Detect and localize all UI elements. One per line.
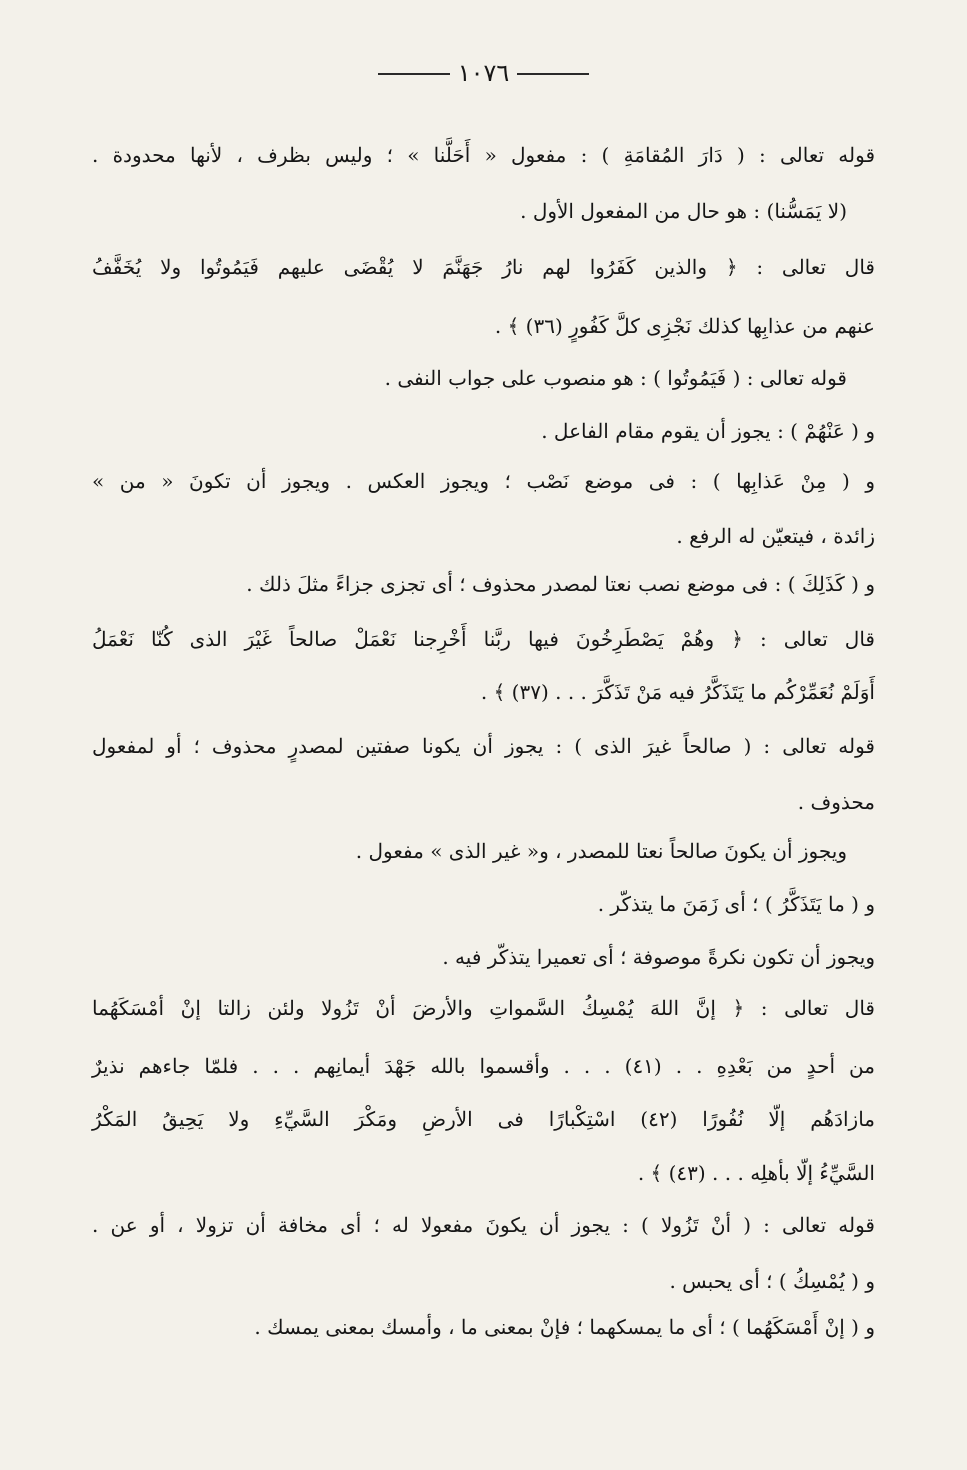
text-line: محذوف . xyxy=(797,790,875,814)
text-line: قوله تعالى : ( فَيَمُوتُوا ) : هو منصوب على جواب النفى . xyxy=(384,366,847,390)
text-line: و ( ما يَتَذَكَّرُ ) ؛ أى زَمَنَ ما يتذكّر . xyxy=(597,892,875,916)
text-line: ويجوز أن تكون نكرةً موصوفة ؛ أى تعميرا يتذكّر فيه . xyxy=(442,945,875,969)
text-line: مازادَهُم إلّا نُفُورًا (٤٢) اسْتِكْبارًا فى الأرضِ ومَكْرَ السَّيِّءِ ولا يَحِيقُ المَكْرُ xyxy=(92,1107,876,1131)
text-line: و ( مِنْ عَذابِها ) : فى موضع نَصْب ؛ ويجوز العكس . ويجوز أن تكونَ « من » xyxy=(92,469,875,493)
text-line: و ( يُمْسِكُ ) ؛ أى يحبس . xyxy=(669,1269,875,1293)
text-line: قال تعالى : ﴿ وهُمْ يَصْطَرِخُونَ فيها ربَّنا أَخْرِجنا نَعْمَلْ صالحاً غَيْرَ الذى كُنّا نَعْمَلُ xyxy=(92,627,875,651)
text-line: قوله تعالى : ( صالحاً غيرَ الذى ) : يجوز أن يكونا صفتين لمصدرٍ محذوف ؛ أو لمفعول xyxy=(92,734,875,758)
text-line: و ( إنْ أَمْسَكَهُما ) ؛ أى ما يمسكهما ؛ فإنْ بمعنى ما ، وأمسك بمعنى يمسك . xyxy=(254,1315,875,1339)
text-line: زائدة ، فيتعيّن له الرفع . xyxy=(676,524,875,548)
text-line: أَوَلَمْ نُعَمِّرْكُم ما يَتَذَكَّرُ فيه مَنْ تَذَكَّرَ . . . (٣٧) ﴾ . xyxy=(480,680,875,704)
text-line: (لا يَمَسُّنا) : هو حال من المفعول الأول . xyxy=(520,199,847,223)
text-line: السَّيِّءُ إلّا بأهلِه . . . (٤٣) ﴾ . xyxy=(637,1161,875,1185)
text-line: عنهم من عذابِها كذلك نَجْزِى كلَّ كَفُورٍ (٣٦) ﴾ . xyxy=(494,314,875,338)
text-line: قال تعالى : ﴿ والذين كَفَرُوا لهم نارُ جَهَنَّمَ لا يُقْضَى عليهم فَيَمُوتُوا ولا يُخَفَّفُ xyxy=(92,255,875,279)
text-line: من أحدٍ من بَعْدِهِ . . (٤١) . . . وأقسموا بالله جَهْدَ أيمانِهم . . . فلمّا جاءهم نذيرٌ xyxy=(92,1054,875,1078)
page-header xyxy=(92,58,875,88)
text-line: و ( عَنْهُمْ ) : يجوز أن يقوم مقام الفاعل . xyxy=(541,419,875,443)
text-line: قوله تعالى : ( أنْ تَزُولا ) : يجوز أن يكونَ مفعولا له ؛ أى مخافة أن تزولا ، أو عن . xyxy=(92,1213,875,1237)
text-line: قوله تعالى : ( دَارَ المُقامَةِ ) : مفعول « أَحَلَّنا » ؛ وليس بظرف ، لأنها محدودة . xyxy=(92,143,875,167)
text-line: ويجوز أن يكونَ صالحاً نعتا للمصدر ، و« غير الذى » مفعول . xyxy=(355,839,847,863)
text-line: و ( كَذَلِكَ ) : فى موضع نصب نعتا لمصدر محذوف ؛ أى تجزى جزاءً مثلَ ذلك . xyxy=(246,572,875,596)
page-number: ١٠٧٦ xyxy=(370,58,598,88)
text-line: قال تعالى : ﴿ إنَّ اللهَ يُمْسِكُ السَّمواتِ والأرضَ أنْ تَزُولا ولئن زالتا إنْ أمْسَكَهُما xyxy=(92,996,875,1020)
